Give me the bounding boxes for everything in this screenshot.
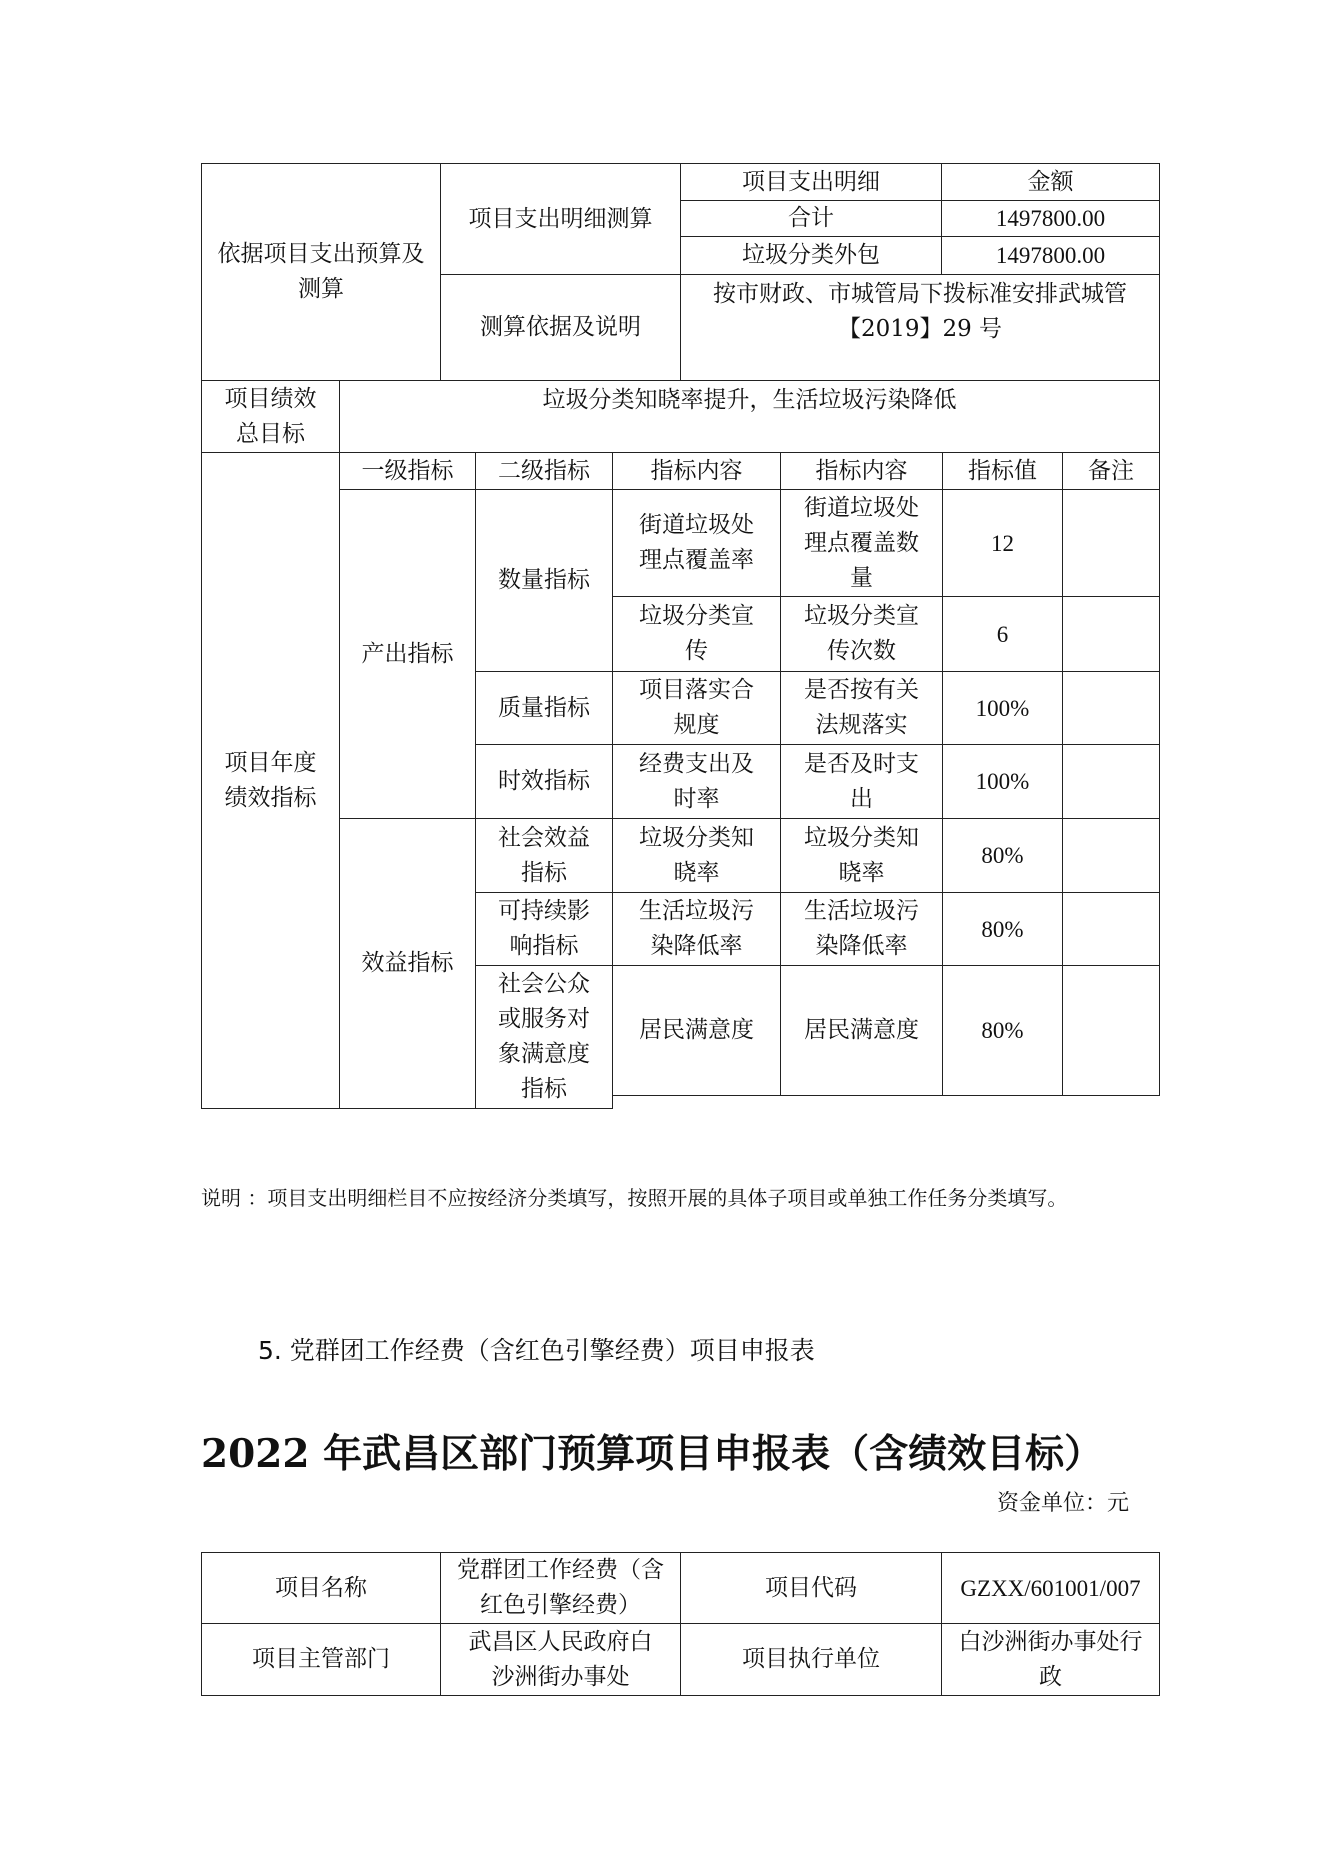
indicator-value: 80% <box>942 892 1063 966</box>
indicator-content-b: 垃圾分类宣传次数 <box>780 596 943 672</box>
exec-unit-value: 白沙洲街办事处行政 <box>941 1623 1160 1696</box>
indicator-content-a: 居民满意度 <box>612 965 781 1096</box>
fund-unit-label: 资金单位：元 <box>996 1491 1129 1516</box>
level2-timeliness-cell: 时效指标 <box>475 744 613 819</box>
indicator-note <box>1062 965 1160 1096</box>
header-note: 备注 <box>1062 452 1160 490</box>
indicator-value: 80% <box>942 818 1063 893</box>
header-content-a: 指标内容 <box>612 452 781 490</box>
indicator-content-a: 垃圾分类知晓率 <box>612 818 781 893</box>
goal-label-cell: 项目绩效总目标 <box>201 380 340 453</box>
indicator-content-b: 是否按有关法规落实 <box>780 671 943 745</box>
basis-note-label-cell: 测算依据及说明 <box>440 274 681 381</box>
annual-label-cell: 项目年度绩效指标 <box>201 452 340 1109</box>
form-title: 2022 年武昌区部门预算项目申报表（含绩效目标） <box>201 1431 1104 1477</box>
indicator-note <box>1062 596 1160 672</box>
indicator-content-b: 居民满意度 <box>780 965 943 1096</box>
goal-text-cell: 垃圾分类知晓率提升，生活垃圾污染降低 <box>339 380 1160 453</box>
indicator-content-a: 项目落实合规度 <box>612 671 781 745</box>
calc-label-cell: 项目支出明细测算 <box>440 163 681 275</box>
detail-item-cell: 垃圾分类外包 <box>680 236 942 275</box>
basis-note-text-cell: 按市财政、市城管局下拨标准安排武城管【2019】29 号 <box>680 274 1160 381</box>
level2-quality-cell: 质量指标 <box>475 671 613 745</box>
project-code-value: GZXX/601001/007 <box>941 1552 1160 1624</box>
dept-label: 项目主管部门 <box>201 1623 441 1696</box>
indicator-value: 100% <box>942 744 1063 819</box>
indicator-value: 80% <box>942 965 1063 1096</box>
indicator-note <box>1062 892 1160 966</box>
indicator-content-b: 是否及时支出 <box>780 744 943 819</box>
level2-satisfaction-cell: 社会公众或服务对象满意度指标 <box>475 965 613 1109</box>
indicator-value: 6 <box>942 596 1063 672</box>
indicator-content-a: 垃圾分类宣传 <box>612 596 781 672</box>
level1-benefit-cell: 效益指标 <box>339 818 476 1109</box>
indicator-value: 12 <box>942 489 1063 597</box>
indicator-note <box>1062 489 1160 597</box>
exec-unit-label: 项目执行单位 <box>680 1623 942 1696</box>
detail-item-cell: 合计 <box>680 200 942 237</box>
indicator-note <box>1062 744 1160 819</box>
header-level1: 一级指标 <box>339 452 476 490</box>
project-name-value: 党群团工作经费（含红色引擎经费） <box>440 1552 681 1624</box>
col-amount-header: 金额 <box>941 163 1160 201</box>
level1-output-cell: 产出指标 <box>339 489 476 819</box>
indicator-content-b: 垃圾分类知晓率 <box>780 818 943 893</box>
indicator-content-a: 街道垃圾处理点覆盖率 <box>612 489 781 597</box>
dept-value: 武昌区人民政府白沙洲街办事处 <box>440 1623 681 1696</box>
indicator-content-b: 生活垃圾污染降低率 <box>780 892 943 966</box>
header-level2: 二级指标 <box>475 452 613 490</box>
basis-label-cell: 依据项目支出预算及测算 <box>201 163 441 381</box>
project-code-label: 项目代码 <box>680 1552 942 1624</box>
header-content-b: 指标内容 <box>780 452 943 490</box>
indicator-content-a: 生活垃圾污染降低率 <box>612 892 781 966</box>
header-value: 指标值 <box>942 452 1063 490</box>
detail-amount-cell: 1497800.00 <box>941 236 1160 275</box>
indicator-note <box>1062 818 1160 893</box>
indicator-content-b: 街道垃圾处理点覆盖数量 <box>780 489 943 597</box>
level2-sustain-cell: 可持续影响指标 <box>475 892 613 966</box>
indicator-content-a: 经费支出及时率 <box>612 744 781 819</box>
detail-amount-cell: 1497800.00 <box>941 200 1160 237</box>
section-heading: 5. 党群团工作经费（含红色引擎经费）项目申报表 <box>258 1336 815 1365</box>
indicator-value: 100% <box>942 671 1063 745</box>
project-name-label: 项目名称 <box>201 1552 441 1624</box>
indicator-note <box>1062 671 1160 745</box>
level2-quantity-cell: 数量指标 <box>475 489 613 672</box>
table-note: 说明 ：项目支出明细栏目不应按经济分类填写，按照开展的具体子项目或单独工作任务分类填写。 <box>201 1186 1068 1210</box>
col-item-header: 项目支出明细 <box>680 163 942 201</box>
level2-social-cell: 社会效益指标 <box>475 818 613 893</box>
